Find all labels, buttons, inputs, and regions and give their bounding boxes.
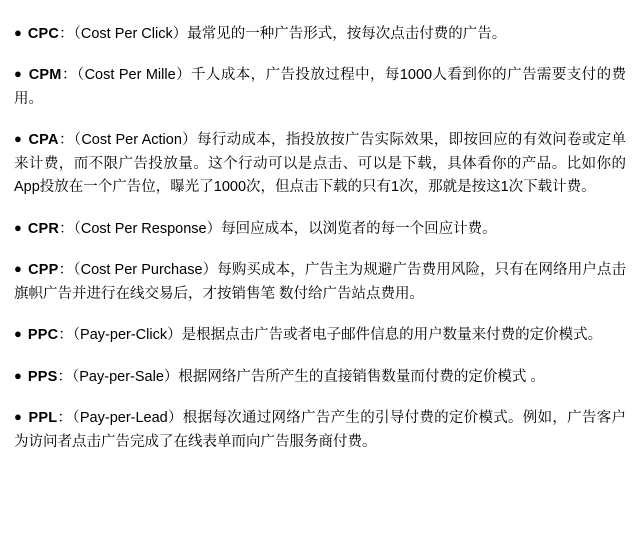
glossary-entry-cpc [14,22,626,46]
term-description: （Cost Per Click）最常见的一种广告形式，按每次点击付费的广告。 [73,26,507,42]
term-separator: ： [59,26,74,42]
glossary-entry-cpp [14,258,626,306]
term-description: （Pay-per-Lead）根据每次通过网络广告产生的引导付费的定价模式。例如，广告客户为访问者点击广告完成了在线表单而向广告服务商付费。 [14,410,627,450]
term-separator: ： [61,67,77,84]
term-separator: ： [58,262,74,279]
term-label: CPR [27,220,60,237]
term-separator: ： [57,368,73,385]
term-label: PPC [27,327,59,344]
glossary-entry-cpa [14,128,626,199]
term-separator: ： [57,410,73,427]
term-label: CPA [28,132,59,149]
term-description: （Pay-per-Click）是根据点击广告或者电子邮件信息的用户数量来付费的定价模式。 [72,327,603,344]
term-description: （Pay-per-Sale）根据网络广告所产生的直接销售数量而付费的定价模式 。 [72,368,545,385]
bullet-icon: ● [14,131,23,147]
bullet-icon: ● [14,219,22,235]
bullet-icon: ● [14,66,23,82]
term-label: CPM [28,67,62,84]
term-label: PPL [28,410,58,427]
glossary-entry-cpm [14,63,626,111]
bullet-icon: ● [14,326,22,342]
term-description: （Cost Per Mille）千人成本，广告投放过程中，每1000人看到你的广告需要支付的费用。 [14,67,627,107]
term-separator: ： [59,220,74,237]
bullet-icon: ● [14,409,23,425]
glossary-entry-ppl [14,406,626,454]
term-label: CPP [28,262,59,279]
term-separator: ： [58,327,73,344]
term-label: CPC [27,26,60,42]
term-description: （Cost Per Response）每回应成本，以浏览者的每一个回应计费。 [73,220,497,237]
term-description: （Cost Per Purchase）每购买成本，广告主为规避广告费用风险，只有在网络用户点击旗帜广告并进行在线交易后，才按销售笔 数付给广告站点费用。 [14,262,627,302]
bullet-icon: ● [14,261,22,277]
term-separator: ： [58,132,74,149]
bullet-icon: ● [14,367,22,383]
bullet-icon: ● [14,25,22,40]
glossary-entry-cpr [14,217,626,241]
glossary-entry-ppc [14,323,626,347]
term-label: PPS [27,368,58,385]
glossary-entry-pps [14,365,626,389]
term-description: （Cost Per Action）每行动成本，指投放按广告实际效果，即按回应的有效问卷或定单来计费，而不限广告投放量。这个行动可以是点击、可以是下载，具体看你的产品。比如你的App投放在一个广告位，曝光了1000次，但点击下载的只有1次，那就是按这1次下载计费。 [14,132,627,196]
